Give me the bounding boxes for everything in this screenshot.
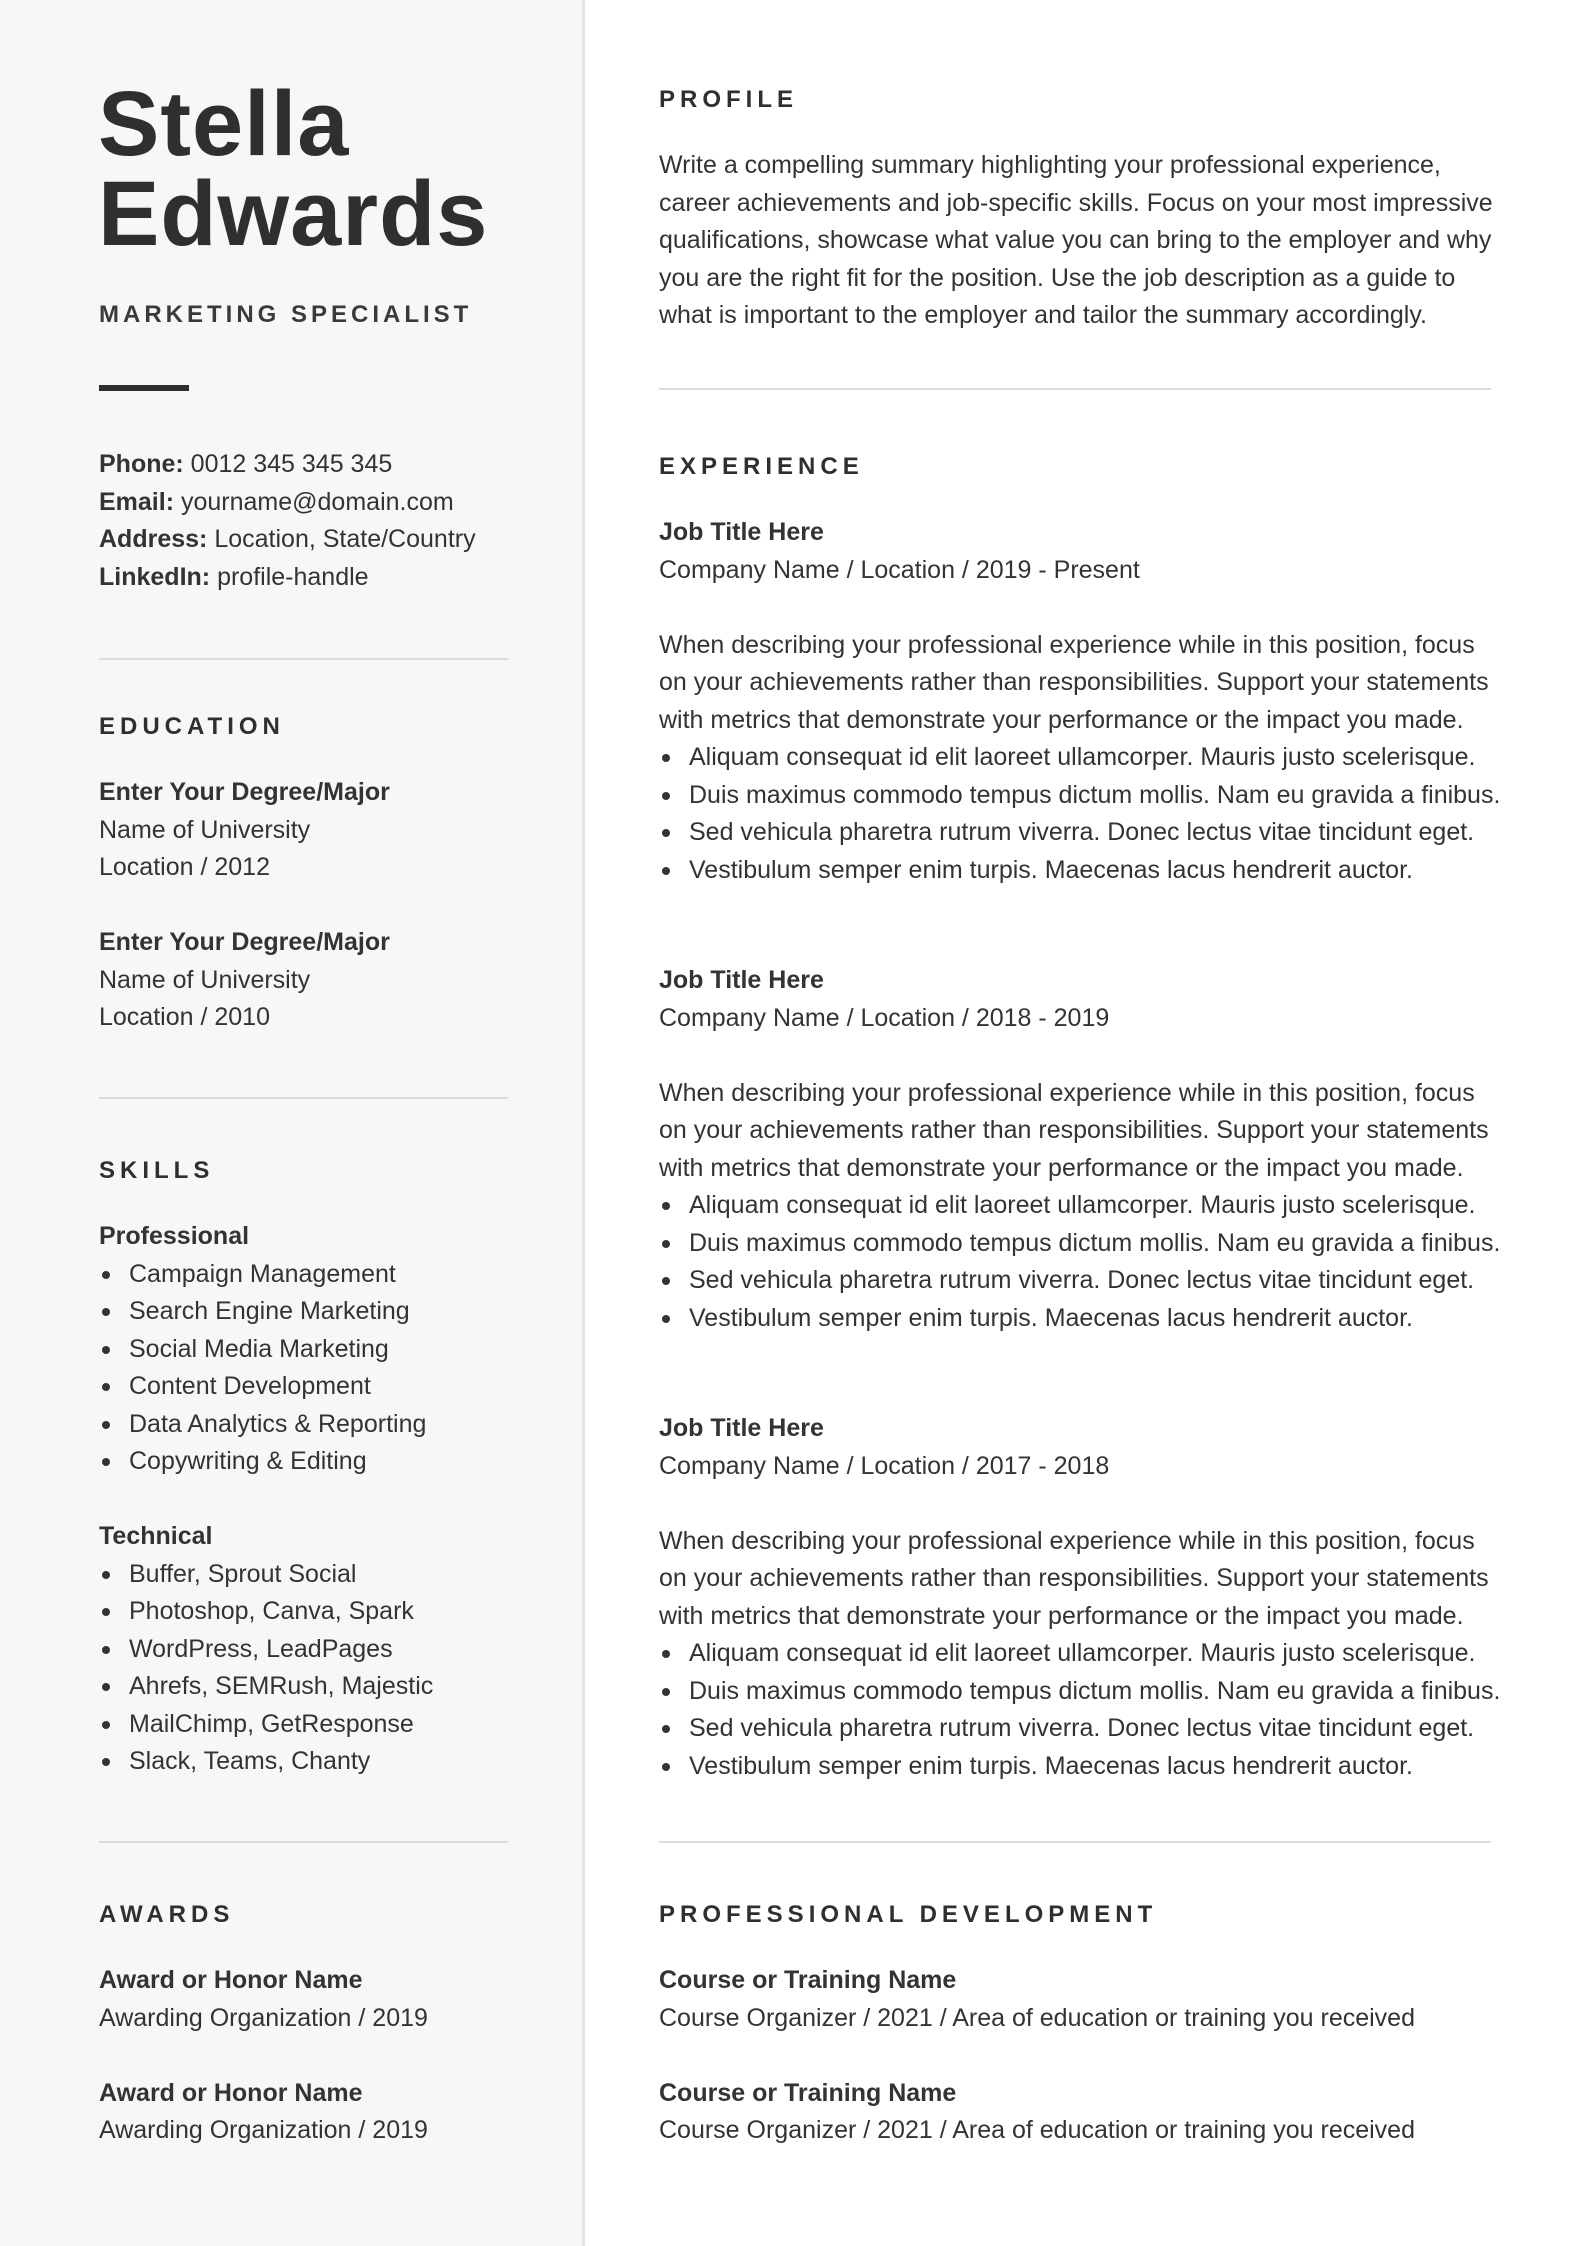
job-bullets: [659, 739, 1500, 889]
job-meta: Company Name / Location / 2019 - Present: [659, 555, 1140, 584]
job-desc-line: on your achievements rather than responsibilities. Support your statements: [659, 668, 1489, 696]
course-detail: Course Organizer / 2021 / Area of education or training you received: [659, 2003, 1415, 2032]
divider: [659, 388, 1491, 390]
bullet-text: Vestibulum semper enim turpis. Maecenas lacus hendrerit auctor.: [689, 1303, 1413, 1332]
bullet-icon: [102, 1271, 110, 1279]
contact-label: Email:: [99, 487, 175, 516]
profile-heading: PROFILE: [659, 86, 799, 113]
course-detail: Course Organizer / 2021 / Area of education or training you received: [659, 2116, 1415, 2144]
job-title-heading: Job Title Here: [659, 1414, 824, 1442]
contact-label: Phone:: [99, 450, 184, 478]
education-location-year: Location / 2010: [99, 1003, 270, 1031]
skill-text: Slack, Teams, Chanty: [129, 1747, 371, 1775]
list-item: [99, 1631, 433, 1669]
experience-item: [659, 1410, 1500, 1785]
list-item: [659, 1673, 1500, 1711]
bullet-text: Aliquam consequat id elit laoreet ullamcorper. Mauris justo scelerisque.: [689, 1191, 1476, 1219]
bullet-icon: [662, 792, 670, 800]
job-bullets: [659, 1635, 1500, 1785]
last-name: Edwards: [98, 163, 489, 265]
bullet-text: Sed vehicula pharetra rutrum viverra. Donec lectus vitae tincidunt eget.: [689, 1714, 1475, 1742]
bullet-icon: [662, 1650, 670, 1658]
education-degree: Enter Your Degree/Major: [99, 928, 390, 956]
bullet-text: Duis maximus commodo tempus dictum mollis. Nam eu gravida a finibus.: [689, 780, 1501, 809]
skills-professional-list: [99, 1256, 433, 1481]
list-item: [659, 1710, 1500, 1748]
bullet-text: Vestibulum semper enim turpis. Maecenas lacus hendrerit auctor.: [689, 1751, 1413, 1780]
accent-bar: [99, 385, 189, 391]
list-item: [99, 1556, 433, 1594]
job-desc-line: on your achievements rather than responsibilities. Support your statements: [659, 1116, 1489, 1144]
bullet-icon: [102, 1571, 110, 1579]
education-heading: EDUCATION: [99, 713, 285, 740]
column-divider: [582, 0, 585, 2246]
bullet-icon: [662, 1240, 670, 1248]
job-title: MARKETING SPECIALIST: [99, 301, 473, 328]
bullet-text: Aliquam consequat id elit laoreet ullamcorper. Mauris justo scelerisque.: [689, 1639, 1476, 1667]
profile-line: Write a compelling summary highlighting your professional experience,: [659, 151, 1441, 179]
job-desc-line: on your achievements rather than responsibilities. Support your statements: [659, 1564, 1489, 1592]
profile-line: career achievements and job-specific skills. Focus on your most impressive: [659, 188, 1493, 217]
bullet-icon: [102, 1608, 110, 1616]
list-item: [99, 1706, 433, 1744]
skill-text: Buffer, Sprout Social: [129, 1559, 357, 1588]
bullet-icon: [102, 1721, 110, 1729]
job-title-heading: Job Title Here: [659, 966, 824, 994]
bullet-icon: [102, 1458, 110, 1466]
education-school: Name of University: [99, 815, 311, 844]
bullet-text: Duis maximus commodo tempus dictum mollis. Nam eu gravida a finibus.: [689, 1228, 1501, 1257]
list-item: [659, 739, 1500, 777]
list-item: [659, 1225, 1500, 1263]
bullet-icon: [102, 1646, 110, 1654]
list-item: [659, 1262, 1500, 1300]
professional-development-list: [659, 1962, 1415, 2150]
list-item: [99, 1256, 433, 1294]
contact-value: 0012 345 345 345: [190, 450, 393, 478]
job-bullets: [659, 1187, 1500, 1337]
list-item: [659, 1300, 1500, 1338]
education-school: Name of University: [99, 965, 311, 994]
contact-email: [99, 484, 476, 522]
job-desc-line: with metrics that demonstrate your performance or the impact you made.: [659, 705, 1464, 734]
bullet-text: Sed vehicula pharetra rutrum viverra. Donec lectus vitae tincidunt eget.: [689, 1266, 1475, 1294]
bullet-icon: [102, 1346, 110, 1354]
bullet-icon: [662, 867, 670, 875]
list-item: [659, 777, 1500, 815]
award-name: Award or Honor Name: [99, 2078, 363, 2107]
list-item: [99, 1293, 433, 1331]
job-meta: Company Name / Location / 2018 - 2019: [659, 1003, 1110, 1032]
skill-text: Social Media Marketing: [129, 1334, 389, 1363]
bullet-text: Sed vehicula pharetra rutrum viverra. Donec lectus vitae tincidunt eget.: [689, 818, 1475, 846]
bullet-icon: [662, 1688, 670, 1696]
list-item: [659, 852, 1500, 890]
bullet-icon: [102, 1308, 110, 1316]
profile-line: you are the right fit for the position. Use the job description as a guide to: [659, 263, 1456, 292]
skill-text: MailChimp, GetResponse: [129, 1709, 414, 1738]
list-item: [99, 1368, 433, 1406]
divider: [99, 1841, 508, 1843]
skills-heading: SKILLS: [99, 1157, 215, 1184]
education-location-year: Location / 2012: [99, 853, 270, 881]
first-name: Stella: [98, 73, 350, 175]
education-degree: Enter Your Degree/Major: [99, 778, 390, 806]
job-desc-line: with metrics that demonstrate your performance or the impact you made.: [659, 1601, 1464, 1630]
bullet-icon: [102, 1421, 110, 1429]
list-item: [99, 1406, 433, 1444]
list-item: [99, 1331, 433, 1369]
skill-text: Ahrefs, SEMRush, Majestic: [129, 1672, 434, 1700]
list-item: [99, 1593, 433, 1631]
bullet-text: Aliquam consequat id elit laoreet ullamcorper. Mauris justo scelerisque.: [689, 743, 1476, 771]
skill-text: Photoshop, Canva, Spark: [129, 1597, 414, 1625]
bullet-icon: [662, 1315, 670, 1323]
contact-label: LinkedIn:: [99, 562, 211, 591]
award-name: Award or Honor Name: [99, 1966, 363, 1994]
bullet-icon: [662, 1202, 670, 1210]
education-list: [99, 774, 390, 1037]
contact-value: yourname@domain.com: [180, 487, 454, 516]
job-desc-line: When describing your professional experience while in this position, focus: [659, 1526, 1475, 1555]
job-desc-line: When describing your professional experience while in this position, focus: [659, 630, 1475, 659]
job-desc-line: When describing your professional experience while in this position, focus: [659, 1078, 1475, 1107]
bullet-icon: [662, 829, 670, 837]
bullet-icon: [662, 1763, 670, 1771]
list-item: [99, 1743, 433, 1781]
divider: [659, 1841, 1491, 1843]
skill-text: Copywriting & Editing: [129, 1447, 367, 1475]
contact-value: Location, State/Country: [214, 525, 476, 553]
contact-address: [99, 521, 476, 559]
award-org: Awarding Organization / 2019: [99, 2116, 428, 2144]
profile-summary: [659, 147, 1493, 335]
course-name: Course or Training Name: [659, 2078, 957, 2107]
contact-value: profile-handle: [217, 562, 369, 591]
profile-line: what is important to the employer and tailor the summary accordingly.: [659, 301, 1427, 329]
bullet-icon: [662, 1277, 670, 1285]
list-item: [659, 1187, 1500, 1225]
list-item: [659, 814, 1500, 852]
contact-block: [99, 446, 476, 596]
job-title-heading: Job Title Here: [659, 518, 824, 546]
bullet-icon: [662, 754, 670, 762]
bullet-icon: [662, 1725, 670, 1733]
skill-text: WordPress, LeadPages: [129, 1634, 393, 1663]
course-name: Course or Training Name: [659, 1966, 957, 1994]
contact-label: Address:: [99, 525, 208, 553]
professional-development-heading: PROFESSIONAL DEVELOPMENT: [659, 1901, 1158, 1928]
skill-text: Search Engine Marketing: [129, 1297, 410, 1325]
skill-text: Content Development: [129, 1372, 371, 1400]
sidebar: [0, 0, 582, 2246]
bullet-text: Vestibulum semper enim turpis. Maecenas lacus hendrerit auctor.: [689, 855, 1413, 884]
skills-group-title: Technical: [99, 1522, 213, 1550]
bullet-icon: [102, 1383, 110, 1391]
bullet-text: Duis maximus commodo tempus dictum mollis. Nam eu gravida a finibus.: [689, 1676, 1501, 1705]
skills-technical-list: [99, 1556, 433, 1781]
contact-phone: [99, 446, 476, 484]
divider: [99, 658, 508, 660]
skills-group-title: Professional: [99, 1222, 250, 1250]
skills-list: [99, 1218, 433, 1781]
list-item: [99, 1443, 433, 1481]
skill-text: Campaign Management: [129, 1259, 396, 1288]
award-org: Awarding Organization / 2019: [99, 2003, 428, 2032]
bullet-icon: [102, 1683, 110, 1691]
divider: [99, 1097, 508, 1099]
list-item: [659, 1748, 1500, 1786]
experience-item: [659, 514, 1500, 889]
contact-linkedin: [99, 559, 476, 597]
experience-heading: EXPERIENCE: [659, 453, 864, 480]
job-meta: Company Name / Location / 2017 - 2018: [659, 1451, 1110, 1480]
awards-heading: AWARDS: [99, 1901, 235, 1928]
experience-item: [659, 962, 1500, 1337]
list-item: [99, 1668, 433, 1706]
awards-list: [99, 1962, 428, 2150]
bullet-icon: [102, 1758, 110, 1766]
list-item: [659, 1635, 1500, 1673]
job-desc-line: with metrics that demonstrate your performance or the impact you made.: [659, 1153, 1464, 1182]
profile-line: qualifications, showcase what value you can bring to the employer and why: [659, 226, 1492, 254]
skill-text: Data Analytics & Reporting: [129, 1409, 427, 1438]
